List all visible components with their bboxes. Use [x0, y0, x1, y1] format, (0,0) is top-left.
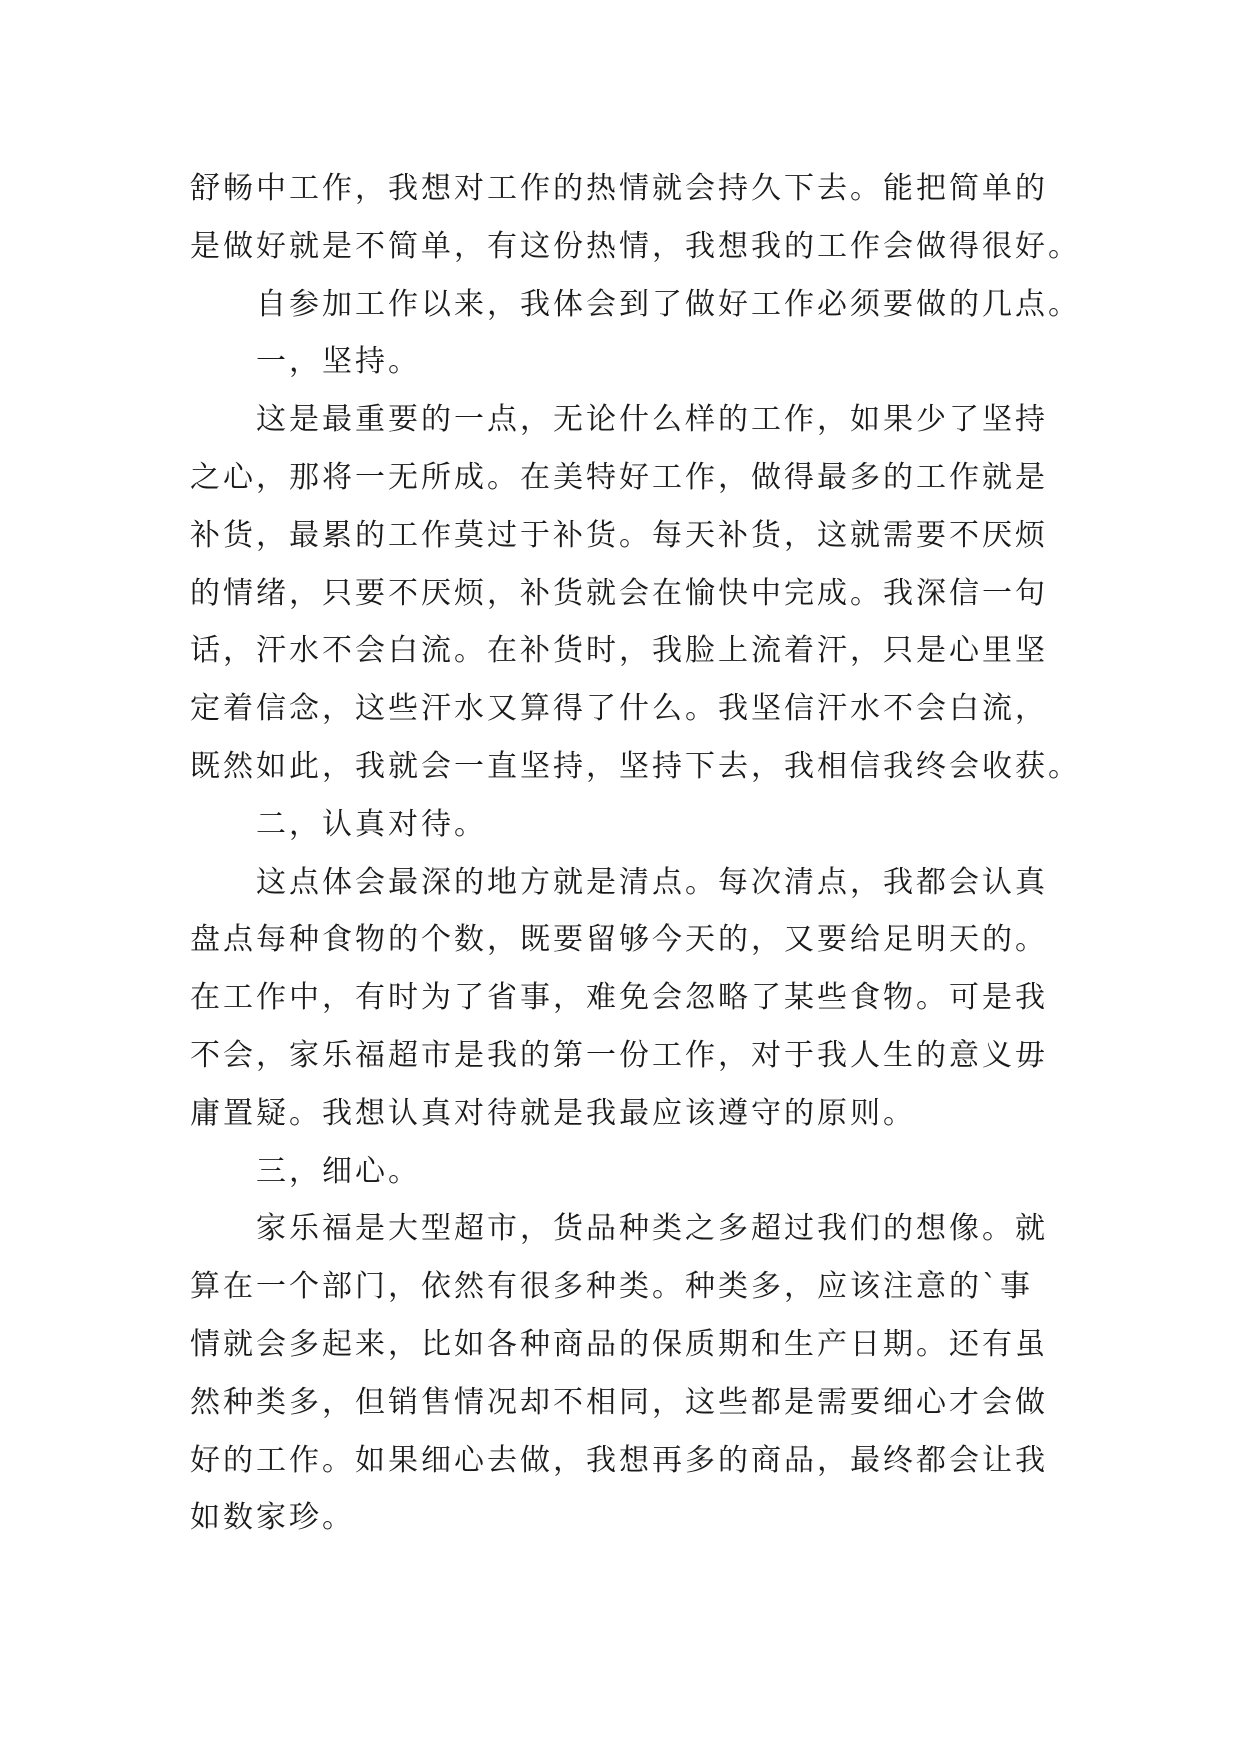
- text-line: 如数家珍。: [190, 1500, 355, 1536]
- text-line: 盘点每种食物的个数，既要留够今天的，又要给足明天的。: [190, 922, 1048, 958]
- text-line: 的情绪，只要不厌烦，补货就会在愉快中完成。我深信一句: [190, 575, 1048, 611]
- text-line: 是做好就是不简单，有这份热情，我想我的工作会做得很好。: [190, 228, 1081, 264]
- text-line: 舒畅中工作，我想对工作的热情就会持久下去。能把简单的: [190, 171, 1048, 206]
- document-body: [190, 160, 1090, 1547]
- text-line: 这点体会最深的地方就是清点。每次清点，我都会认真: [256, 864, 1048, 900]
- text-line: 之心，那将一无所成。在美特好工作，做得最多的工作就是: [190, 459, 1048, 495]
- text-line: 算在一个部门，依然有很多种类。种类多，应该注意的`事: [190, 1269, 1033, 1305]
- text-line: 自参加工作以来，我体会到了做好工作必须要做的几点。: [256, 286, 1081, 322]
- text-line: 话，汗水不会白流。在补货时，我脸上流着汗，只是心里坚: [190, 633, 1048, 669]
- section-heading: 一，坚持。: [256, 344, 421, 380]
- text-line: 情就会多起来，比如各种商品的保质期和生产日期。还有虽: [190, 1326, 1048, 1362]
- text-line: 家乐福是大型超市，货品种类之多超过我们的想像。就: [256, 1211, 1048, 1247]
- section-heading: 三，细心。: [256, 1153, 421, 1189]
- text-line: 定着信念，这些汗水又算得了什么。我坚信汗水不会白流，: [190, 691, 1048, 727]
- text-line: 不会，家乐福超市是我的第一份工作，对于我人生的意义毋: [190, 1037, 1048, 1073]
- text-line: 在工作中，有时为了省事，难免会忽略了某些食物。可是我: [190, 980, 1048, 1016]
- text-line: 补货，最累的工作莫过于补货。每天补货，这就需要不厌烦: [190, 517, 1048, 553]
- text-line: 既然如此，我就会一直坚持，坚持下去，我相信我终会收获。: [190, 748, 1081, 784]
- text-line: 庸置疑。我想认真对待就是我最应该遵守的原则。: [190, 1095, 916, 1131]
- text-line: 这是最重要的一点，无论什么样的工作，如果少了坚持: [256, 402, 1048, 438]
- text-line: 然种类多，但销售情况却不相同，这些都是需要细心才会做: [190, 1384, 1048, 1420]
- section-heading: 二，认真对待。: [256, 806, 487, 842]
- text-line: 好的工作。如果细心去做，我想再多的商品，最终都会让我: [190, 1442, 1048, 1478]
